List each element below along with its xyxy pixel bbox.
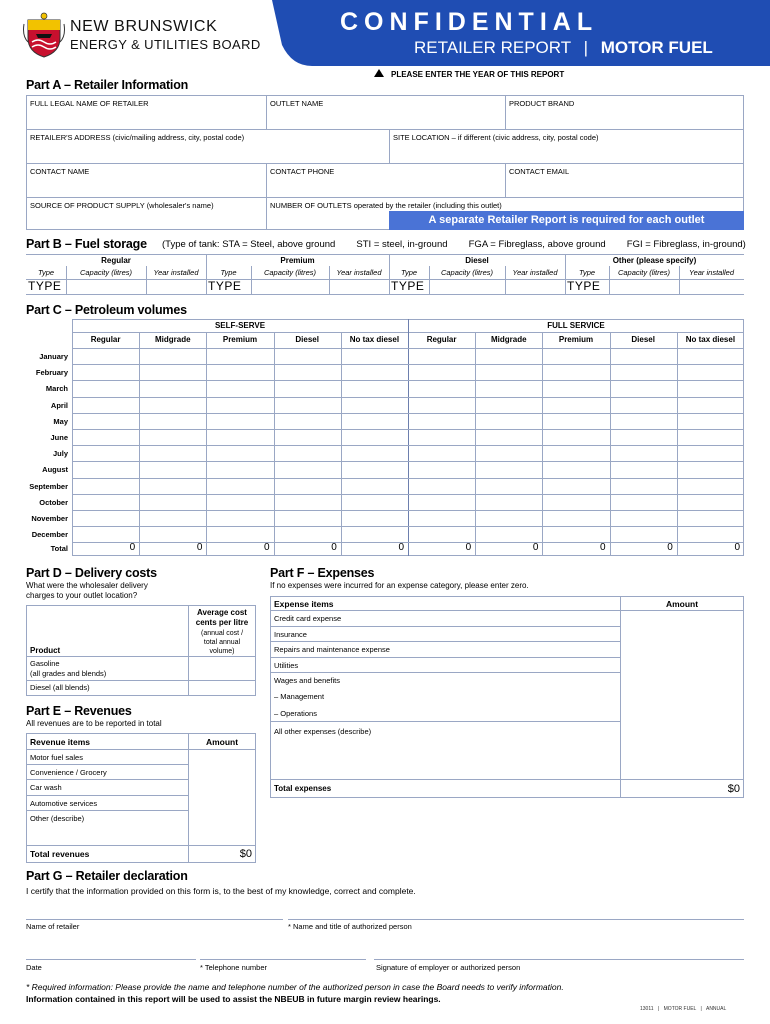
volume-cell-input[interactable] — [409, 511, 474, 525]
volume-cell-input[interactable] — [207, 511, 272, 525]
volume-column-header: Midgrade — [155, 335, 191, 344]
volume-cell-input[interactable] — [476, 414, 541, 428]
volume-column-header: Diesel — [295, 335, 319, 344]
volume-cell-input[interactable] — [207, 446, 272, 460]
expense-amount-input[interactable] — [621, 673, 743, 687]
volume-cell-input[interactable] — [611, 462, 676, 476]
site-location-field[interactable]: SITE LOCATION – if different (civic address, city, postal code) — [389, 129, 744, 164]
volume-cell-input[interactable] — [409, 430, 474, 444]
volume-cell-input[interactable] — [678, 381, 743, 395]
storage-group-title: Diesel — [465, 256, 489, 265]
part-e-title: Part E – Revenues — [26, 704, 132, 718]
expense-note: If no expenses were incurred for an expense category, please enter zero. — [270, 581, 529, 590]
volume-cell-input[interactable] — [73, 398, 138, 412]
supply-source-field[interactable]: SOURCE OF PRODUCT SUPPLY (wholesaler's name) — [26, 197, 267, 230]
logo-crest — [22, 12, 66, 58]
volume-cell-input[interactable] — [476, 479, 541, 493]
revenue-item-label: Automotive services — [30, 798, 98, 808]
crest-icon — [22, 12, 66, 58]
volume-cell-input[interactable] — [275, 349, 340, 363]
volume-cell-input[interactable] — [409, 365, 474, 379]
volume-cell-input[interactable] — [678, 349, 743, 363]
month-label: June — [50, 433, 68, 442]
volume-cell-input[interactable] — [140, 430, 205, 444]
expense-amount-input[interactable] — [621, 611, 743, 625]
expense-amount-header: Amount — [665, 599, 699, 609]
expense-amount-input[interactable] — [621, 658, 743, 672]
volume-cell-input[interactable] — [476, 446, 541, 460]
volume-total-value: 0 — [734, 542, 740, 554]
volume-cell-input[interactable] — [678, 365, 743, 379]
volume-cell-input[interactable] — [611, 479, 676, 493]
date-label: Date — [26, 963, 42, 972]
volume-cell-input[interactable] — [275, 414, 340, 428]
volume-cell-input[interactable] — [275, 365, 340, 379]
month-label: March — [45, 384, 68, 394]
col-capacity: Capacity (litres) — [79, 268, 133, 277]
volume-cell-input[interactable] — [140, 462, 205, 476]
up-triangle-icon — [374, 69, 384, 77]
volume-column-header: Midgrade — [491, 335, 527, 344]
volume-cell-input[interactable] — [342, 398, 407, 412]
tank-capacity-input[interactable] — [610, 280, 678, 293]
volume-cell-input[interactable] — [342, 511, 407, 525]
volume-cell-input[interactable] — [207, 527, 272, 541]
volume-cell-input[interactable] — [140, 398, 205, 412]
diesel-cost-input[interactable] — [189, 681, 255, 695]
month-label: July — [52, 449, 68, 459]
expense-amount-input[interactable] — [621, 642, 743, 656]
part-a-title: Part A – Retailer Information — [26, 78, 189, 92]
part-d-title: Part D – Delivery costs — [26, 566, 157, 580]
volume-cell-input[interactable] — [476, 398, 541, 412]
month-label: February — [35, 368, 68, 378]
volume-cell-input[interactable] — [140, 414, 205, 428]
volume-cell-input[interactable] — [73, 349, 138, 363]
signature-label: Signature of employer or authorized person — [376, 963, 521, 972]
tank-year-input[interactable] — [506, 280, 564, 293]
volume-cell-input[interactable] — [543, 479, 608, 493]
contact-name-field[interactable]: CONTACT NAME — [26, 163, 267, 198]
volume-cell-input[interactable] — [342, 365, 407, 379]
separate-report-notice: A separate Retailer Report is required for each outlet — [389, 211, 744, 230]
volume-cell-input[interactable] — [207, 349, 272, 363]
tank-year-input[interactable] — [330, 280, 388, 293]
tank-type-select[interactable]: TYPE — [391, 279, 425, 293]
date-input[interactable] — [26, 940, 196, 959]
volume-cell-input[interactable] — [543, 365, 608, 379]
product-brand-field[interactable]: PRODUCT BRAND — [505, 95, 744, 130]
volume-cell-input[interactable] — [409, 479, 474, 493]
volume-cell-input[interactable] — [611, 365, 676, 379]
volume-cell-input[interactable] — [543, 398, 608, 412]
volume-cell-input[interactable] — [140, 365, 205, 379]
volume-cell-input[interactable] — [140, 446, 205, 460]
col-capacity: Capacity (litres) — [617, 268, 671, 277]
volume-cell-input[interactable] — [611, 527, 676, 541]
volume-total-value: 0 — [129, 542, 136, 554]
signature-input[interactable] — [374, 940, 744, 959]
tank-year-input[interactable] — [147, 280, 205, 293]
volume-cell-input[interactable] — [611, 381, 676, 395]
expense-amount-input[interactable] — [621, 627, 743, 641]
volume-cell-input[interactable] — [543, 414, 608, 428]
volume-cell-input[interactable] — [73, 381, 138, 395]
volume-cell-input[interactable] — [342, 381, 407, 395]
volume-cell-input[interactable] — [476, 495, 541, 509]
volume-cell-input[interactable] — [476, 365, 541, 379]
volume-cell-input[interactable] — [543, 511, 608, 525]
expense-item-label: All other expenses (describe) — [274, 726, 372, 736]
expense-item-label: – Operations — [274, 709, 317, 718]
volume-cell-input[interactable] — [476, 430, 541, 444]
volume-cell-input[interactable] — [73, 527, 138, 541]
outlet-name-field[interactable]: OUTLET NAME — [266, 95, 506, 130]
volume-total-value: 0 — [667, 542, 673, 554]
volume-cell-input[interactable] — [678, 462, 743, 476]
required-info-note: * Required information: Please provide the name and telephone number of the authorized person in case the Board needs to verify information. — [26, 982, 564, 992]
month-label: October — [39, 497, 68, 507]
volume-cell-input[interactable] — [275, 430, 340, 444]
revenue-amount-input[interactable] — [189, 780, 255, 793]
volume-cell-input[interactable] — [611, 511, 676, 525]
col-type: Type — [37, 268, 55, 277]
storage-group-title: Other (please specify) — [612, 256, 697, 265]
col-type: Type — [400, 268, 418, 277]
revenue-amount-header: Amount — [205, 737, 239, 747]
volume-cell-input[interactable] — [409, 462, 474, 476]
part-c-title: Part C – Petroleum volumes — [26, 303, 187, 317]
diesel-row-label: Diesel (all blends) — [30, 683, 90, 692]
col-type: Type — [220, 268, 237, 277]
expense-item-label: Insurance — [274, 629, 307, 639]
volume-cell-input[interactable] — [73, 462, 138, 476]
volume-cell-input[interactable] — [611, 430, 676, 444]
part-b-rule — [26, 254, 744, 255]
self-serve-header: SELF-SERVE — [214, 321, 266, 330]
volume-cell-input[interactable] — [342, 462, 407, 476]
volume-cell-input[interactable] — [342, 479, 407, 493]
volume-cell-input[interactable] — [275, 446, 340, 460]
volume-cell-input[interactable] — [611, 446, 676, 460]
col-year-installed: Year installed — [336, 268, 382, 277]
tank-type-select[interactable]: TYPE — [567, 279, 601, 293]
volume-cell-input[interactable] — [409, 349, 474, 363]
volume-cell-input[interactable] — [140, 479, 205, 493]
volume-cell-input[interactable] — [409, 398, 474, 412]
total-label: Total — [50, 544, 68, 554]
volume-cell-input[interactable] — [543, 430, 608, 444]
month-label: August — [42, 465, 68, 475]
legal-name-field[interactable]: FULL LEGAL NAME OF RETAILER — [26, 95, 267, 130]
revenue-amount-input[interactable] — [189, 750, 255, 763]
volume-cell-input[interactable] — [73, 511, 138, 525]
volume-cell-input[interactable] — [73, 495, 138, 509]
month-label: December — [31, 530, 68, 540]
volume-cell-input[interactable] — [543, 462, 608, 476]
volume-cell-input[interactable] — [73, 365, 138, 379]
volume-total-value: 0 — [331, 542, 337, 554]
volume-cell-input[interactable] — [476, 511, 541, 525]
volume-cell-input[interactable] — [207, 462, 272, 476]
volume-cell-input[interactable] — [678, 511, 743, 525]
volume-cell-input[interactable] — [275, 462, 340, 476]
part-g-title: Part G – Retailer declaration — [26, 869, 188, 883]
expense-item-label: Credit card expense — [274, 614, 342, 623]
volume-cell-input[interactable] — [678, 527, 743, 541]
volume-cell-input[interactable] — [543, 495, 608, 509]
volume-cell-input[interactable] — [543, 381, 608, 395]
volume-cell-input[interactable] — [140, 381, 205, 395]
telephone-label: * Telephone number — [200, 963, 267, 972]
volume-cell-input[interactable] — [409, 446, 474, 460]
volume-cell-input[interactable] — [409, 381, 474, 395]
expense-item-label: Repairs and maintenance expense — [274, 645, 390, 654]
volume-cell-input[interactable] — [476, 381, 541, 395]
report-name: RETAILER REPORT — [414, 38, 571, 57]
volume-total-value: 0 — [600, 542, 606, 554]
title-separator: | — [583, 38, 588, 57]
part-b-title: Part B – Fuel storage — [26, 237, 147, 251]
gasoline-row-label: Gasoline (all grades and blends) — [30, 659, 107, 678]
retailer-name-label: Name of retailer — [26, 922, 80, 931]
delivery-question: What were the wholesaler delivery charges to your outlet location? — [26, 581, 148, 600]
tank-year-input[interactable] — [680, 280, 743, 293]
contact-email-field[interactable]: CONTACT EMAIL — [505, 163, 744, 198]
total-expenses-label: Total expenses — [274, 784, 332, 793]
tank-capacity-input[interactable] — [67, 280, 145, 293]
volume-cell-input[interactable] — [611, 398, 676, 412]
volume-cell-input[interactable] — [342, 349, 407, 363]
footer-frequency: ANNUAL — [705, 1006, 727, 1012]
col-year-installed: Year installed — [512, 268, 558, 277]
expense-items-header: Expense items — [274, 599, 334, 609]
volume-cell-input[interactable] — [140, 349, 205, 363]
volume-cell-input[interactable] — [275, 495, 340, 509]
month-label: January — [39, 352, 68, 361]
total-revenues-value: $0 — [239, 848, 252, 860]
month-label: November — [31, 514, 68, 523]
volume-cell-input[interactable] — [342, 414, 407, 428]
telephone-input[interactable] — [200, 940, 366, 959]
volume-cell-input[interactable] — [678, 446, 743, 460]
volume-cell-input[interactable] — [678, 398, 743, 412]
revenue-item-label: Convenience / Grocery — [30, 768, 107, 778]
expense-amount-input[interactable] — [621, 724, 743, 738]
month-label: September — [29, 481, 68, 491]
expense-amount-input[interactable] — [621, 706, 743, 720]
volume-cell-input[interactable] — [275, 511, 340, 525]
year-prompt: PLEASE ENTER THE YEAR OF THIS REPORT — [391, 70, 565, 79]
volume-column-header: No tax diesel — [349, 335, 400, 344]
certify-statement: I certify that the information provided on this form is, to the best of my knowledge, correct and complete. — [26, 886, 416, 896]
volume-cell-input[interactable] — [409, 414, 474, 428]
volume-cell-input[interactable] — [543, 349, 608, 363]
volume-cell-input[interactable] — [409, 495, 474, 509]
revenue-note: All revenues are to be reported in total — [26, 719, 162, 728]
volume-cell-input[interactable] — [140, 527, 205, 541]
tank-capacity-input[interactable] — [430, 280, 504, 293]
volume-cell-input[interactable] — [207, 430, 272, 444]
volume-column-header: Diesel — [631, 335, 655, 344]
form-footer: 13011 | MOTOR FUEL | ANNUAL — [640, 1006, 727, 1012]
revenue-item-label: Car wash — [30, 783, 62, 793]
col-product: Product — [30, 646, 61, 655]
tank-type-legend: (Type of tank: STA = Steel, above ground STI = steel, in-ground FGA = Fibreglass, above ground FGI = Fibreglass, in-ground) — [162, 239, 746, 250]
revenue-amount-input[interactable] — [189, 765, 255, 778]
volume-column-header: No tax diesel — [685, 335, 736, 344]
volume-cell-input[interactable] — [342, 495, 407, 509]
org-name-line1: NEW BRUNSWICK — [70, 18, 218, 35]
volume-cell-input[interactable] — [611, 414, 676, 428]
volume-cell-input[interactable] — [476, 462, 541, 476]
volume-cell-input[interactable] — [207, 414, 272, 428]
retailer-address-field[interactable]: RETAILER'S ADDRESS (civic/mailing address, city, postal code) — [26, 129, 390, 164]
tank-type-select[interactable]: TYPE — [208, 279, 242, 293]
volume-cell-input[interactable] — [140, 511, 205, 525]
volume-cell-input[interactable] — [611, 349, 676, 363]
volume-cell-input[interactable] — [543, 527, 608, 541]
volume-cell-input[interactable] — [275, 527, 340, 541]
col-year-installed: Year installed — [688, 268, 735, 277]
storage-group-title: Premium — [280, 256, 315, 265]
volume-cell-input[interactable] — [476, 349, 541, 363]
month-label: May — [53, 416, 68, 426]
storage-group-title: Regular — [101, 256, 131, 265]
volume-cell-input[interactable] — [275, 381, 340, 395]
authorized-name-input[interactable] — [288, 900, 744, 919]
volume-column-header: Regular — [426, 335, 457, 344]
volume-cell-input[interactable] — [275, 479, 340, 493]
report-category: MOTOR FUEL — [600, 38, 713, 57]
volume-total-value: 0 — [465, 542, 472, 554]
expense-item-label: Utilities — [274, 660, 299, 670]
contact-phone-field[interactable]: CONTACT PHONE — [266, 163, 506, 198]
volume-cell-input[interactable] — [342, 430, 407, 444]
volume-column-header: Premium — [222, 335, 258, 344]
confidential-title: CONFIDENTIAL — [340, 8, 599, 36]
col-average-cost: Average cost cents per litre — [195, 608, 249, 627]
volume-cell-input[interactable] — [611, 495, 676, 509]
volume-cell-input[interactable] — [409, 527, 474, 541]
volume-cell-input[interactable] — [342, 527, 407, 541]
report-title — [414, 38, 713, 58]
volume-total-value: 0 — [532, 542, 539, 554]
footer-code: 13011 — [640, 1006, 654, 1012]
volume-total-value: 0 — [398, 542, 404, 554]
footer-form: MOTOR FUEL — [663, 1006, 697, 1012]
volume-cell-input[interactable] — [73, 479, 138, 493]
volume-total-value: 0 — [196, 542, 203, 554]
volume-cell-input[interactable] — [207, 398, 272, 412]
volume-cell-input[interactable] — [678, 414, 743, 428]
revenue-item-label: Motor fuel sales — [30, 753, 83, 762]
col-year-installed: Year installed — [153, 268, 199, 277]
volume-cell-input[interactable] — [207, 381, 272, 395]
col-average-cost-sub: (annual cost / total annual volume) — [200, 630, 244, 655]
volume-cell-input[interactable] — [678, 430, 743, 444]
revenue-amount-input[interactable] — [189, 811, 255, 824]
month-label: April — [50, 400, 68, 410]
full-service-header: FULL SERVICE — [547, 321, 605, 330]
usage-note: Information contained in this report will be used to assist the NBEUB in future margin review hearings. — [26, 994, 441, 1004]
volume-cell-input[interactable] — [678, 479, 743, 493]
volume-cell-input[interactable] — [476, 527, 541, 541]
col-type: Type — [578, 268, 596, 277]
part-f-title: Part F – Expenses — [270, 566, 375, 580]
volume-cell-input[interactable] — [543, 446, 608, 460]
volume-cell-input[interactable] — [275, 398, 340, 412]
retailer-name-input[interactable] — [26, 900, 283, 919]
org-name-line2: ENERGY & UTILITIES BOARD — [70, 37, 261, 52]
total-expenses-value: $0 — [727, 783, 740, 795]
total-revenues-label: Total revenues — [30, 849, 90, 859]
tank-type-select[interactable]: TYPE — [28, 279, 62, 293]
col-capacity: Capacity (litres) — [263, 268, 317, 277]
gasoline-cost-input[interactable] — [189, 657, 255, 679]
volume-cell-input[interactable] — [207, 495, 272, 509]
volume-cell-input[interactable] — [73, 414, 138, 428]
revenue-amount-input[interactable] — [189, 796, 255, 809]
volume-total-value: 0 — [264, 542, 270, 554]
col-capacity: Capacity (litres) — [440, 268, 494, 277]
volume-cell-input[interactable] — [678, 495, 743, 509]
expense-item-label: – Management — [274, 691, 325, 701]
authorized-name-label: * Name and title of authorized person — [288, 922, 412, 931]
volume-cell-input[interactable] — [207, 365, 272, 379]
revenue-item-label: Other (describe) — [30, 813, 85, 823]
volume-cell-input[interactable] — [342, 446, 407, 460]
tank-capacity-input[interactable] — [252, 280, 328, 293]
revenue-items-header: Revenue items — [30, 737, 90, 747]
volume-cell-input[interactable] — [73, 446, 138, 460]
volume-cell-input[interactable] — [207, 479, 272, 493]
outlet-count-field[interactable]: NUMBER OF OUTLETS operated by the retailer (including this outlet) — [266, 197, 744, 230]
volume-column-header: Premium — [558, 335, 594, 344]
volume-column-header: Regular — [90, 335, 121, 344]
volume-cell-input[interactable] — [140, 495, 205, 509]
expense-item-label: Wages and benefits — [274, 676, 341, 685]
volume-cell-input[interactable] — [73, 430, 138, 444]
expense-amount-input[interactable] — [621, 689, 743, 703]
